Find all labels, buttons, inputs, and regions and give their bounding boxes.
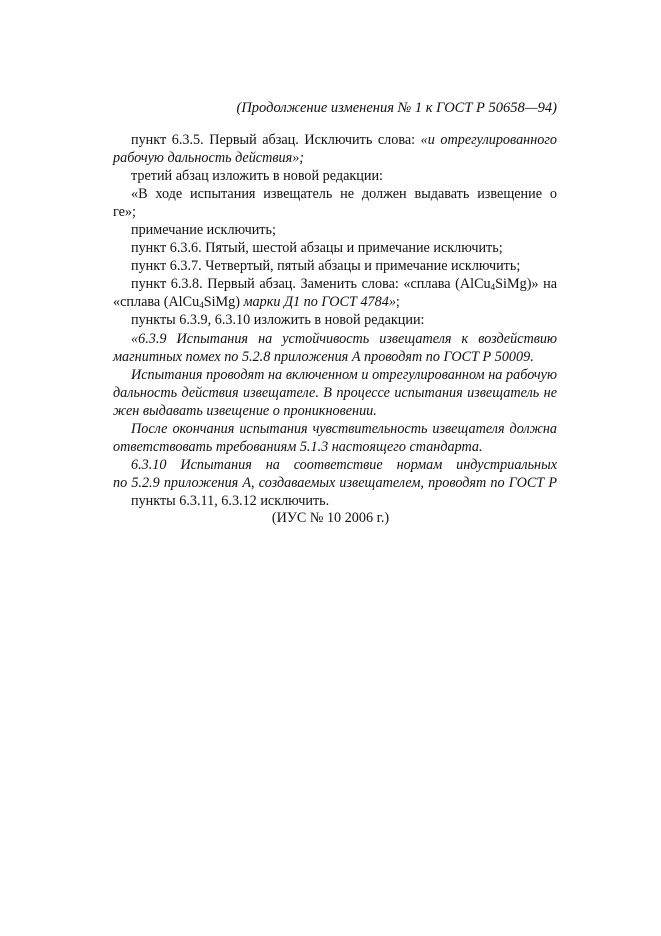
text-segment: SiMg)» на — [495, 276, 557, 293]
text-line — [113, 492, 557, 510]
text-line — [113, 384, 557, 402]
italic-text: жен выдавать извещение о проникновении. — [113, 402, 377, 419]
text-line — [113, 221, 557, 239]
text-segment: пункты 6.3.11, 6.3.12 исключить. — [131, 492, 330, 509]
italic-text: ответствовать требованиям 5.1.3 настоящего стандарта. — [113, 438, 483, 455]
italic-text: магнитных помех по 5.2.8 приложения А проводят по ГОСТ Р 50009. — [113, 348, 534, 365]
text-line — [113, 131, 557, 149]
text-line — [113, 239, 557, 257]
text-line — [113, 257, 557, 275]
text-line — [113, 203, 557, 221]
italic-text: по 5.2.9 приложения А, создаваемых извещателем, проводят по ГОСТ Р — [113, 474, 557, 491]
text-segment: «В ходе испытания извещатель не должен выдавать извещение о — [131, 186, 557, 203]
text-line — [113, 420, 557, 438]
italic-text: После окончания испытания чувствительность извещателя должна — [131, 420, 557, 437]
text-segment: пункт 6.3.8. Первый абзац. Заменить слова: «сплава (AlCu — [131, 276, 491, 293]
text-line — [113, 149, 557, 167]
text-segment: SiMg) — [203, 294, 244, 311]
amendment-text — [113, 131, 557, 510]
italic-text: рабочую дальность действия»; — [113, 150, 305, 167]
text-line — [113, 366, 557, 384]
text-line — [113, 402, 557, 420]
text-line — [113, 456, 557, 474]
italic-text: дальность действия извещателе. В процессе испытания извещатель не — [113, 384, 557, 401]
running-header: (Продолжение изменения № 1 к ГОСТ Р 50658—94) — [236, 100, 557, 116]
italic-text: 6.3.10 Испытания на соответствие нормам индустриальных — [131, 456, 557, 473]
subscript: 4 — [490, 282, 496, 293]
text-segment: пункт 6.3.7. Четвертый, пятый абзацы и примечание исключить; — [131, 258, 521, 275]
text-segment: пункт 6.3.5. Первый абзац. Исключить слова: — [131, 132, 421, 148]
text-line — [113, 474, 557, 492]
text-segment: пункт 6.3.6. Пятый, шестой абзацы и примечание исключить; — [131, 240, 503, 257]
italic-text: «6.3.9 Испытания на устойчивость извещателя к воздействию — [131, 330, 557, 347]
text-line — [113, 293, 557, 311]
italic-text: марки Д1 по ГОСТ 4784» — [243, 294, 396, 311]
text-line — [113, 348, 557, 366]
text-segment: пункты 6.3.9, 6.3.10 изложить в новой редакции: — [131, 312, 425, 329]
text-line — [113, 185, 557, 203]
text-line — [113, 330, 557, 348]
text-segment: примечание исключить; — [131, 222, 276, 239]
text-segment: «сплава (AlCu — [113, 294, 200, 311]
text-line — [113, 167, 557, 185]
text-line — [113, 275, 557, 293]
source-note: (ИУС № 10 2006 г.) — [271, 510, 390, 526]
text-line — [113, 311, 557, 329]
italic-text: Испытания проводят на включенном и отрегулированном на рабочую — [131, 366, 557, 383]
text-segment: ге»; — [113, 204, 136, 221]
text-segment: третий абзац изложить в новой редакции: — [131, 168, 383, 185]
subscript: 4 — [199, 300, 204, 311]
text-line — [113, 438, 557, 456]
italic-text: «и отрегулированного — [420, 132, 557, 148]
text-segment: ; — [395, 294, 400, 311]
